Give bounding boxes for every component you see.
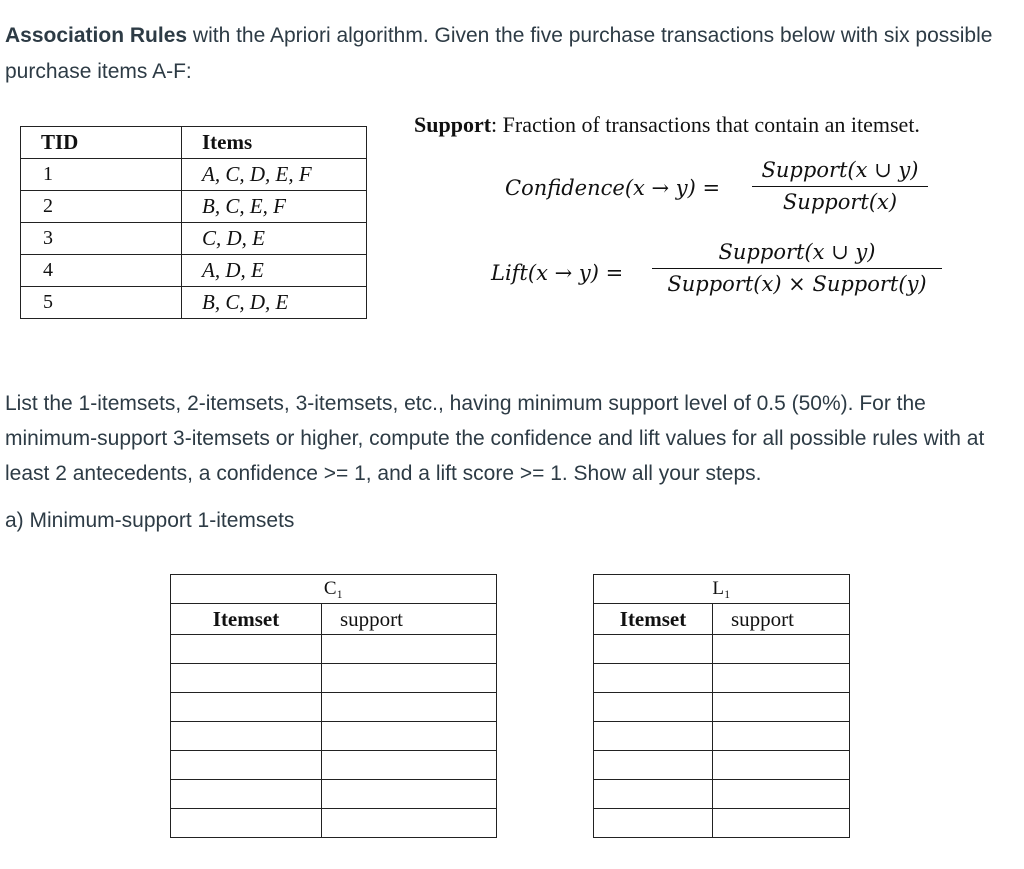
support-cell[interactable] [322,751,497,780]
table-row [21,159,367,191]
table-row [171,664,497,693]
tid-cell: 1 [21,159,182,191]
itemset-cell[interactable] [171,751,322,780]
itemset-cell[interactable] [171,635,322,664]
table-row [594,751,850,780]
table-header-row [171,604,497,635]
items-cell: A, C, D, E, F [182,159,367,191]
support-header: support [322,604,497,635]
support-cell[interactable] [322,693,497,722]
table-row [594,693,850,722]
intro-text: with the Apriori algorithm. Given the five purchase transactions below with six possible purchase items A-F: [5,24,993,83]
support-cell[interactable] [713,664,850,693]
itemset-cell[interactable] [594,635,713,664]
itemset-cell[interactable] [594,693,713,722]
tid-cell: 4 [21,255,182,287]
itemset-header: Itemset [171,604,322,635]
support-term: Support [414,112,492,137]
confidence-denominator: Support(x) [782,190,898,214]
support-cell[interactable] [713,751,850,780]
table-row [21,223,367,255]
table-row [21,287,367,319]
table-row [21,191,367,223]
support-cell[interactable] [322,664,497,693]
itemset-cell[interactable] [594,664,713,693]
itemset-header: Itemset [594,604,713,635]
table-row [21,255,367,287]
itemset-cell[interactable] [594,780,713,809]
support-cell[interactable] [322,809,497,838]
lift-fraction [652,240,942,296]
table-row [171,693,497,722]
itemset-cell[interactable] [171,693,322,722]
support-cell[interactable] [713,693,850,722]
header-tid: TID [21,127,182,159]
table-row [171,809,497,838]
c1-table [170,574,497,838]
support-cell[interactable] [322,780,497,809]
table-row [594,635,850,664]
items-cell: B, C, E, F [182,191,367,223]
table-row [594,809,850,838]
fraction-bar [752,186,928,187]
support-header: support [713,604,850,635]
tid-cell: 3 [21,223,182,255]
table-row [594,664,850,693]
support-cell[interactable] [713,809,850,838]
support-cell[interactable] [713,780,850,809]
itemset-cell[interactable] [171,722,322,751]
table-row [171,751,497,780]
itemset-cell[interactable] [171,809,322,838]
support-cell[interactable] [322,635,497,664]
l1-table [593,574,850,838]
table-row [171,780,497,809]
table-header-row [21,127,367,159]
support-cell[interactable] [713,722,850,751]
lift-lhs: Lift(x → y) = [491,261,624,285]
items-cell: A, D, E [182,255,367,287]
support-cell[interactable] [713,635,850,664]
support-definition [414,112,920,138]
c1-caption: C₁ [171,575,497,604]
tid-cell: 5 [21,287,182,319]
table-caption-row [594,575,850,604]
itemset-cell[interactable] [171,780,322,809]
intro-paragraph [5,18,1005,90]
fraction-bar [652,268,942,269]
confidence-lhs: Confidence(x → y) = [505,176,721,200]
confidence-numerator: Support(x ∪ y) [761,158,919,182]
l1-caption: L₁ [594,575,850,604]
table-row [171,722,497,751]
lift-denominator: Support(x) × Support(y) [667,272,927,296]
table-row [594,780,850,809]
table-header-row [594,604,850,635]
part-a-heading: a) Minimum-support 1-itemsets [5,509,295,532]
intro-title: Association Rules [5,24,188,47]
header-items: Items [182,127,367,159]
support-cell[interactable] [322,722,497,751]
support-text: : Fraction of transactions that contain an itemset. [491,112,920,137]
question-text: List the 1-itemsets, 2-itemsets, 3-itemsets, etc., having minimum support level of 0.5 (50%). For the minimum-support 3-itemsets or higher, compute the confidence and lift values for all possible rules with at least 2 antecedents, a confidence >= 1, and a lift score >= 1. Show all your steps. [5,392,985,485]
table-row [171,635,497,664]
itemset-cell[interactable] [594,722,713,751]
itemset-cell[interactable] [594,751,713,780]
itemset-cell[interactable] [171,664,322,693]
table-row [594,722,850,751]
table-caption-row [171,575,497,604]
confidence-fraction [752,158,928,214]
lift-numerator: Support(x ∪ y) [718,240,876,264]
transactions-table [20,126,367,319]
tid-cell: 2 [21,191,182,223]
items-cell: B, C, D, E [182,287,367,319]
itemset-cell[interactable] [594,809,713,838]
items-cell: C, D, E [182,223,367,255]
